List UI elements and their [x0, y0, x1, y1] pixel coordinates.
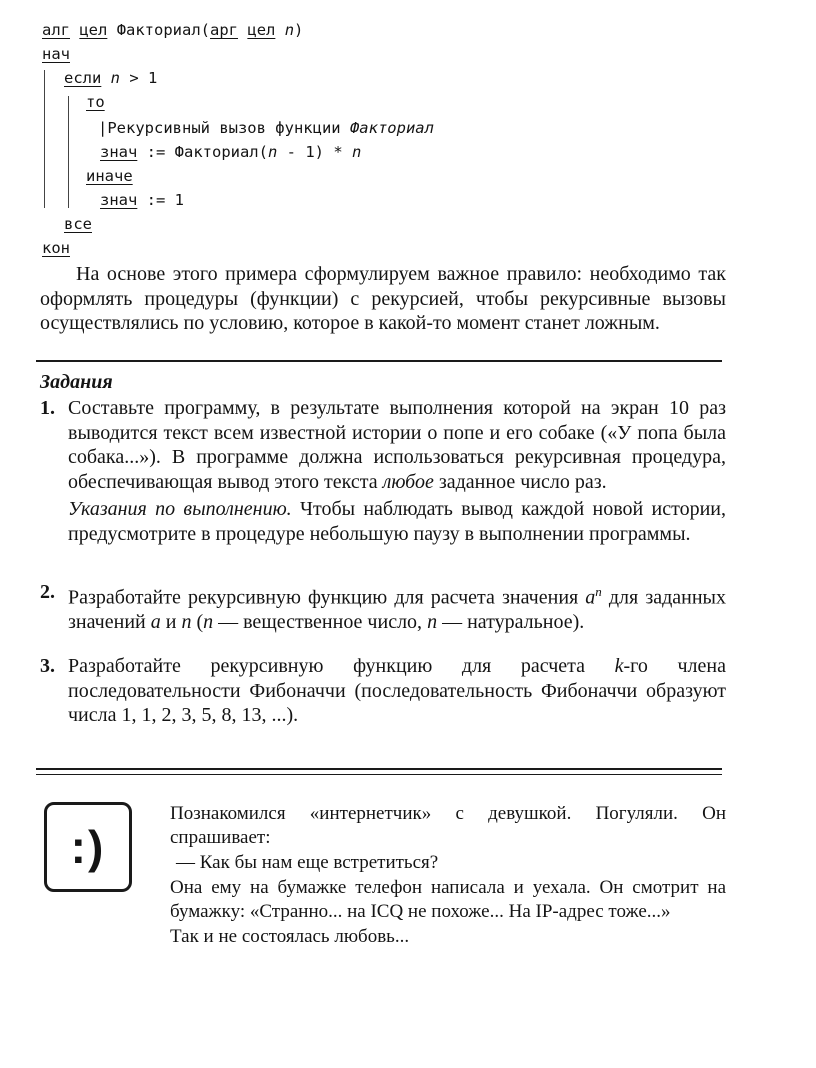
task-1 — [40, 396, 726, 546]
code-comment: |Рекурсивный вызов функции — [98, 119, 350, 137]
code-line-end — [42, 238, 70, 258]
hint-text: Чтобы наблюдать вывод каждой новой истории, предусмотрите в процедуре небольшую паузу в выполнении программы. — [68, 498, 726, 545]
task-text-part: заданное число раз. — [433, 470, 607, 493]
code-keyword: то — [86, 93, 105, 111]
code-keyword: алг — [42, 21, 70, 39]
joke-text — [170, 802, 726, 950]
code-line-comment — [98, 118, 434, 138]
task-text-part: для заданных значений — [68, 586, 726, 634]
code-expr: - 1) * — [277, 143, 352, 161]
code-expr: := 1 — [137, 191, 184, 209]
task-text-emphasis: любое — [382, 470, 434, 493]
task-text-part: -го члена последовательности Фибоначчи (последовательность Фибоначчи образуют числа 1, 1, 2, 3, 5, 8, 13, ...). — [68, 655, 726, 726]
task-number: 1. — [40, 397, 55, 419]
block-bar — [44, 70, 45, 208]
code-keyword: знач — [100, 143, 138, 161]
code-paren: ) — [294, 21, 304, 39]
task-text-part: — вещественное число, — [213, 611, 428, 634]
code-line-assign-base — [100, 190, 184, 210]
math-var: n — [427, 611, 438, 634]
joke-paragraph: Так и не состоялась любовь... — [170, 926, 410, 947]
code-condition: > 1 — [120, 69, 158, 87]
task-3 — [40, 654, 726, 728]
code-line-then — [86, 92, 105, 112]
code-var: n — [351, 143, 362, 161]
task-number: 3. — [40, 655, 55, 677]
joke-paragraph: Познакомился «интернетчик» с девушкой. Погуляли. Он спрашивает: — [170, 803, 726, 848]
smiley-icon — [44, 802, 132, 892]
task-text-part: Разработайте рекурсивную функцию для расчета значения — [68, 586, 586, 609]
code-keyword: нач — [42, 45, 70, 63]
code-param: n — [284, 21, 295, 39]
math-var: n — [181, 611, 192, 634]
code-var: n — [267, 143, 278, 161]
code-line-else — [86, 166, 133, 186]
task-text — [68, 580, 726, 635]
math-var: a — [585, 586, 596, 609]
math-var: a — [150, 611, 161, 634]
code-line-header — [42, 20, 303, 40]
tasks-heading: Задания — [40, 371, 113, 393]
task-text — [68, 396, 726, 494]
code-expr: := Факториал( — [137, 143, 268, 161]
code-line-assign-recursive — [100, 142, 361, 162]
code-keyword: все — [64, 215, 92, 233]
code-keyword: иначе — [86, 167, 133, 185]
task-text-part: Разработайте рекурсивную функцию для расчета — [68, 655, 615, 677]
code-keyword: знач — [100, 191, 138, 209]
task-2 — [40, 580, 726, 635]
code-keyword: цел — [79, 21, 108, 39]
joke-paragraph: Она ему на бумажке телефон написала и уехала. Он смотрит на бумажку: «Странно... на ICQ не похоже... На IP-адрес тоже...» — [170, 877, 726, 922]
code-comment-fn: Факториал — [349, 119, 434, 137]
block-bar — [68, 96, 69, 208]
code-var: n — [110, 69, 121, 87]
task-hint — [68, 497, 726, 546]
math-var: k — [614, 655, 624, 677]
emoticon: :) — [70, 821, 106, 873]
task-text-part: Составьте программу, в результате выполнения которой на экран 10 раз выводится текст всем известной истории о попе и его собаке («У попа была собака...»). В программе должна использоваться рекурсивная процедура, обеспечивающая вывод этого текста — [68, 397, 726, 493]
code-line-begin — [42, 44, 70, 64]
code-line-endif — [64, 214, 92, 234]
joke-divider-bottom — [36, 774, 722, 775]
math-var: n — [203, 611, 214, 634]
code-keyword: цел — [247, 21, 276, 39]
code-line-if — [64, 68, 157, 88]
math-exponent: n — [595, 584, 602, 599]
code-keyword: арг — [210, 21, 239, 39]
task-text-part: — натуральное). — [437, 611, 585, 634]
task-text — [68, 654, 726, 728]
code-keyword: если — [64, 69, 102, 87]
task-text-part: ( — [191, 611, 204, 634]
joke-paragraph: — Как бы нам еще встретиться? — [176, 852, 439, 873]
rule-paragraph: На основе этого примера сформулируем важное правило: необходимо так оформлять процедуры (функции) с рекурсией, чтобы рекурсивные вызовы осуществлялись по условию, которое в какой-то момент станет ложным. — [40, 263, 726, 334]
joke-divider-top — [36, 768, 722, 770]
code-function-name: Факториал( — [116, 21, 211, 39]
task-text-part: и — [160, 611, 182, 634]
section-divider — [36, 360, 722, 362]
hint-label: Указания по выполнению. — [68, 498, 292, 520]
code-keyword: кон — [42, 239, 70, 257]
task-number: 2. — [40, 581, 55, 603]
